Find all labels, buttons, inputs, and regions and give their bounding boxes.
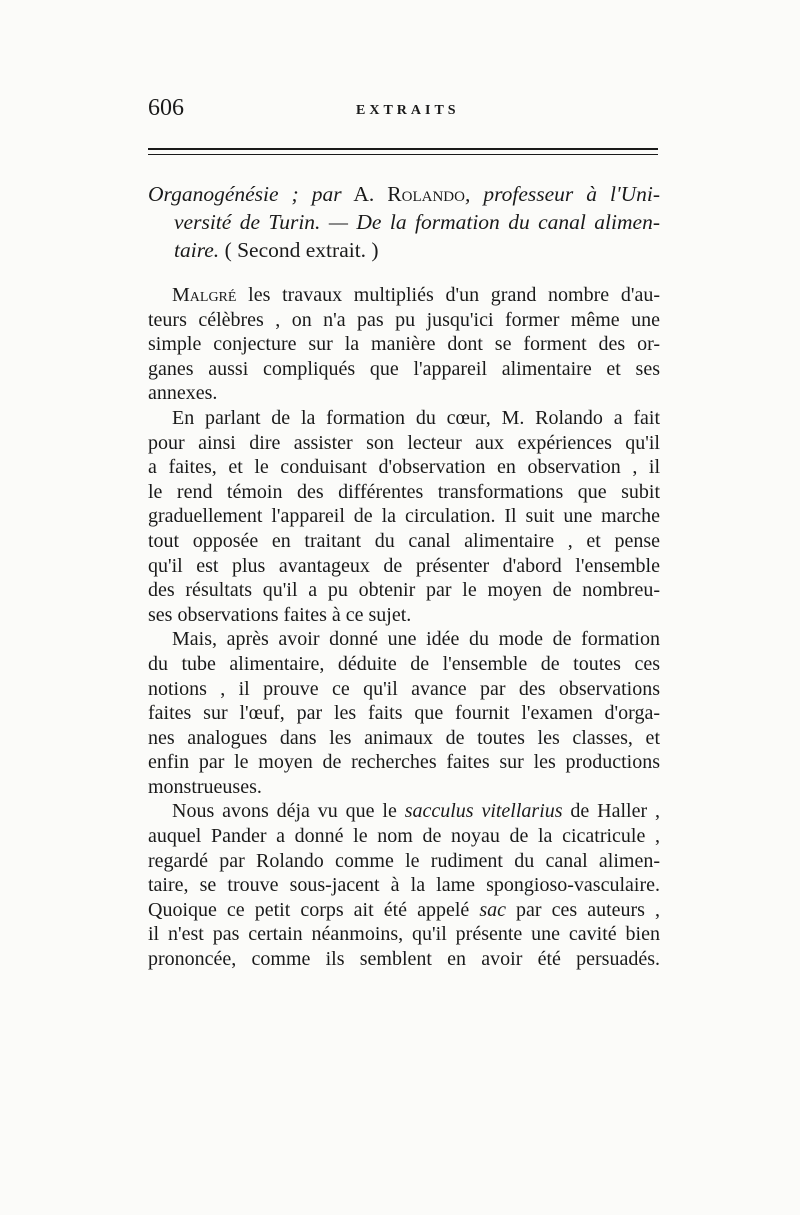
term-sac: sac [479,898,506,921]
paragraph-1-line: ganes aussi compliqués que l'appareil alimentaire et ses [148,357,660,380]
paragraph-2-line: pour ainsi dire assister son lecteur aux expériences qu'il [148,431,660,454]
page-number: 606 [148,95,184,121]
title-line-2: versité de Turin. — De la formation du canal alimen- [174,210,660,234]
title-author-initial: A. [341,182,388,206]
article-title [148,180,660,264]
paragraph-2-line: a faites, et le conduisant d'observation en observation , il [148,456,660,479]
article-body [148,283,660,972]
title-line-3: taire. ( Second extrait. ) [174,238,379,262]
paragraph-3-line: Mais, après avoir donné une idée du mode de formation [172,628,660,651]
paragraph-4-line: regardé par Rolando comme le rudiment du canal alimen- [148,849,660,872]
paragraph-4-line: auquel Pander a donné le nom de noyau de la cicatricule , [148,825,660,848]
paragraph-2-line: ses observations faites à ce sujet. [148,603,412,626]
paragraph-3-line: notions , il prouve ce qu'il avance par des observations [148,677,660,700]
running-head: EXTRAITS [356,103,460,118]
paragraph-4-line-5: Quoique ce petit corps ait été appelé sac par ces auteurs , [148,898,660,921]
paragraph-2-line: le rend témoin des différentes transformations que subit [148,480,660,503]
title-author-name: Rolando [387,182,465,206]
latin-term: sacculus vitellarius [404,800,563,823]
title-author-role: , professeur à l'Uni- [464,182,661,206]
paragraph-3-line: enfin par le moyen de recherches faites sur les productions [148,751,660,774]
paragraph-4-line: prononcée, comme ils semblent en avoir été persuadés. [148,948,660,971]
paragraph-4-line: il n'est pas certain néanmoins, qu'il présente une cavité bien [148,923,660,946]
paragraph-2-line: des résultats qu'il a pu obtenir par le moyen de nombreu- [148,579,660,602]
paragraph-3-line: nes analogues dans les animaux de toutes les classes, et [148,726,660,749]
paragraph-1-line-1: Malgré les travaux multipliés d'un grand nombre d'au- [172,284,660,306]
paragraph-2-line: graduellement l'appareil de la circulation. Il suit une marche [148,505,660,528]
title-line-1 [148,180,660,208]
paragraph-1-line: teurs célèbres , on n'a pas pu jusqu'ici former même une [148,308,660,331]
paragraph-3-line: du tube alimentaire, déduite de l'ensemble de toutes ces [148,652,660,675]
paragraph-4-line-1: Nous avons déja vu que le sacculus vitellarius de Haller , [172,800,661,823]
paragraph-2-line: tout opposée en traitant du canal alimentaire , et pense [148,529,660,552]
paragraph-1-line: simple conjecture sur la manière dont se forment des or- [148,333,660,356]
paragraph-4-line: taire, se trouve sous-jacent à la lame spongioso-vasculaire. [148,874,660,897]
paragraph-3-line: monstrueuses. [148,775,262,798]
paragraph-2-line: En parlant de la formation du cœur, M. Rolando a fait [172,406,660,429]
paragraph-2-line: qu'il est plus avantageux de présenter d'abord l'ensemble [148,554,660,577]
paragraph-3-line: faites sur l'œuf, par les faits que fournit l'examen d'orga- [148,702,660,725]
page-header [148,95,658,125]
paragraph-1-line: annexes. [148,382,218,405]
title-subject: Organogénésie ; par [148,182,342,206]
header-rule [148,148,658,155]
